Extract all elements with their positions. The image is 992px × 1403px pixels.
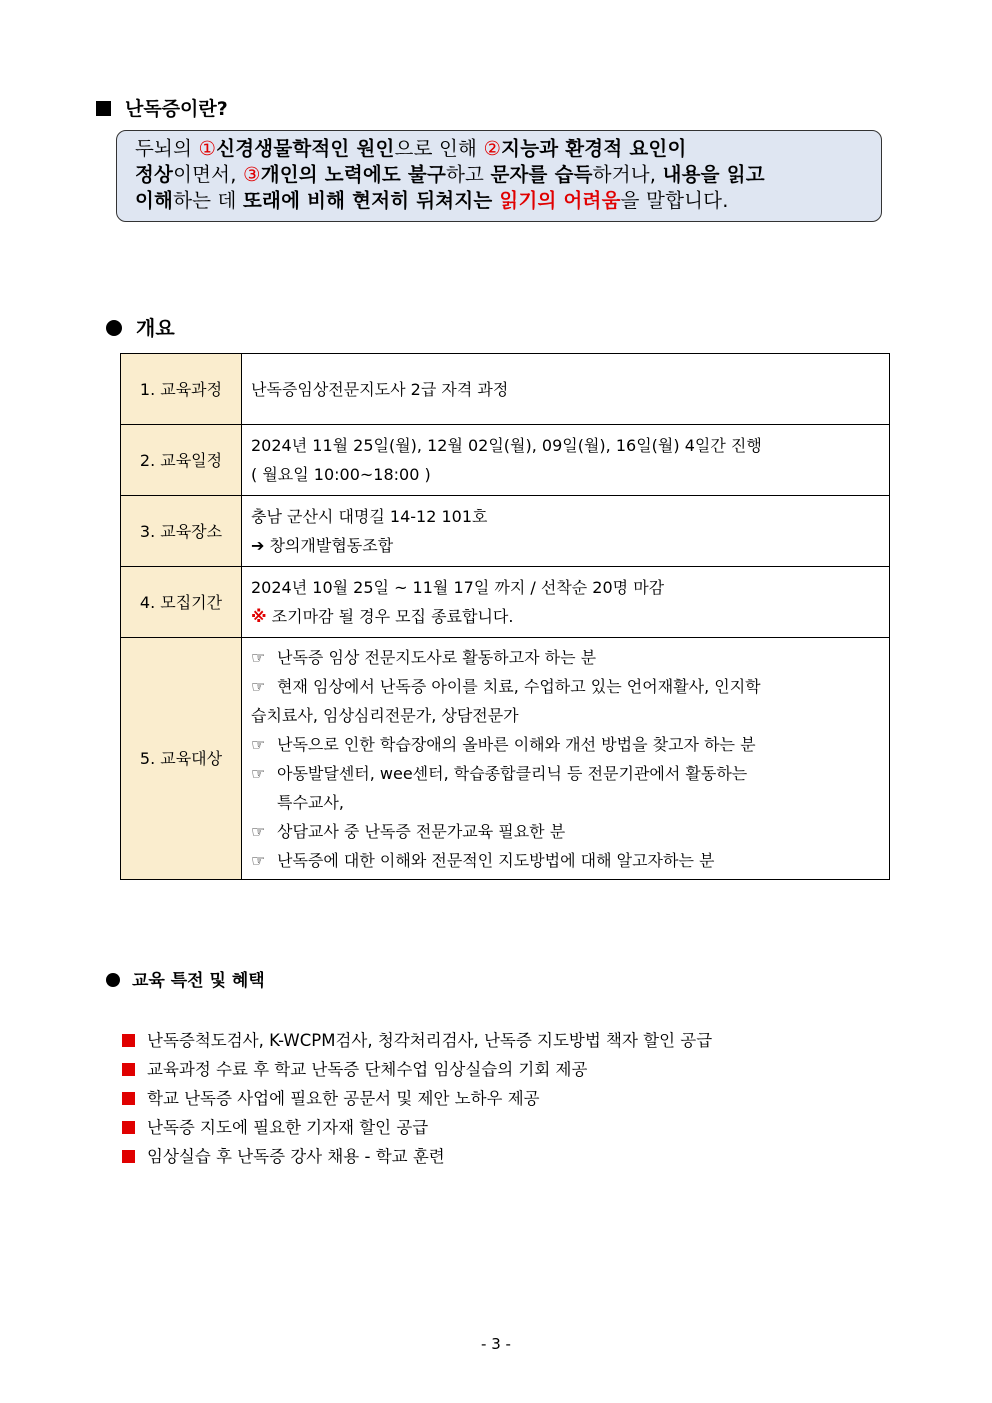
square-bullet-icon <box>96 101 111 116</box>
red-square-bullet-icon <box>122 1034 135 1047</box>
definition-text-run: 또래에 비해 현저히 뒤쳐지는 <box>243 189 500 212</box>
section-heading-dyslexia <box>96 94 228 121</box>
row-label: 3. 교육장소 <box>121 496 242 567</box>
benefits-title: 교육 특전 및 혜택 <box>132 971 265 991</box>
definition-line-3 <box>135 188 863 214</box>
schedule-dates: 2024년 11월 25일(월), 12월 02일(월), 09일(월), 16일(월) 4일간 진행 <box>251 436 762 455</box>
circle-bullet-icon <box>106 973 120 987</box>
definition-text-run: 읽기의 어려움 <box>499 189 621 212</box>
pointing-hand-icon: ☞ <box>251 734 266 754</box>
table-row <box>121 638 890 880</box>
benefits-list <box>122 1026 712 1171</box>
definition-text-run: 을 말합니다. <box>620 189 729 212</box>
definition-line-2 <box>135 162 863 188</box>
pointing-hand-icon: ☞ <box>251 850 266 870</box>
target-item: ☞ 난독증에 대한 이해와 전문적인 지도방법에 대해 알고자하는 분 <box>251 846 883 875</box>
table-row <box>121 354 890 425</box>
definition-text-run: 두뇌의 <box>135 137 199 160</box>
definition-text-run: 으로 인해 <box>394 137 484 160</box>
row-value <box>242 496 890 567</box>
definition-text-run: 내용을 읽고 <box>662 163 765 186</box>
pointing-hand-icon: ☞ <box>251 763 266 783</box>
row-label: 5. 교육대상 <box>121 638 242 880</box>
red-square-bullet-icon <box>122 1121 135 1134</box>
row-value <box>242 567 890 638</box>
target-item: ☞ 난독증 임상 전문지도사로 활동하고자 하는 분 <box>251 643 883 672</box>
benefits-heading <box>106 966 265 991</box>
table-row <box>121 567 890 638</box>
pointing-hand-icon: ☞ <box>251 647 266 667</box>
circle-bullet-icon <box>106 320 122 336</box>
course-name: 난독증임상전문지도사 2급 자격 과정 <box>251 379 509 399</box>
reference-mark-icon: ※ <box>251 607 267 626</box>
definition-text-run: 하거나, <box>592 163 663 186</box>
table-row <box>121 496 890 567</box>
definition-text-run: 이면서, <box>173 163 243 186</box>
pointing-hand-icon: ☞ <box>251 821 266 841</box>
list-item: 난독증 지도에 필요한 기자재 할인 공급 <box>122 1113 712 1142</box>
definition-text-run: 하는 데 <box>173 189 243 212</box>
definition-text-run: ③ <box>243 163 261 186</box>
list-item: 임상실습 후 난독증 강사 채용 - 학교 훈련 <box>122 1142 712 1171</box>
definition-text-run: ② <box>483 137 502 160</box>
recruit-note: ※ 조기마감 될 경우 모집 종료합니다. <box>251 607 514 626</box>
red-square-bullet-icon <box>122 1092 135 1105</box>
definition-box <box>116 130 882 222</box>
list-item: 난독증척도검사, K-WCPM검사, 청각처리검사, 난독증 지도방법 책자 할인 공급 <box>122 1026 712 1055</box>
list-item: 교육과정 수료 후 학교 난독증 단체수업 임상실습의 기회 제공 <box>122 1055 712 1084</box>
schedule-time: ( 월요일 10:00~18:00 ) <box>251 465 431 484</box>
target-item: ☞ 난독으로 인한 학습장애의 올바른 이해와 개선 방법을 찾고자 하는 분 <box>251 730 883 759</box>
definition-text-run: 하고 <box>446 163 491 186</box>
table-row <box>121 425 890 496</box>
arrow-right-icon: ➔ <box>251 536 265 555</box>
red-square-bullet-icon <box>122 1063 135 1076</box>
red-square-bullet-icon <box>122 1150 135 1163</box>
target-item: ☞ 현재 임상에서 난독증 아이를 치료, 수업하고 있는 언어재활사, 인지학 <box>251 672 883 701</box>
section-title: 난독증이란? <box>125 98 228 120</box>
target-item: ☞ 상담교사 중 난독증 전문가교육 필요한 분 <box>251 817 883 846</box>
row-value <box>242 638 890 880</box>
target-item-cont: 습치료사, 임상심리전문가, 상담전문가 <box>251 705 519 725</box>
list-item: 학교 난독증 사업에 필요한 공문서 및 제안 노하우 제공 <box>122 1084 712 1113</box>
overview-table <box>120 353 890 880</box>
definition-text-run: 이해 <box>135 189 174 212</box>
row-value <box>242 425 890 496</box>
definition-text-run: 지능과 환경적 요인이 <box>501 137 687 160</box>
pointing-hand-icon: ☞ <box>251 676 266 696</box>
definition-text-run: 개인의 노력에도 불구 <box>260 163 446 186</box>
row-label: 4. 모집기간 <box>121 567 242 638</box>
row-label: 2. 교육일정 <box>121 425 242 496</box>
target-item-cont: 특수교사, <box>277 792 344 812</box>
definition-text-run: 정상 <box>135 163 174 186</box>
page-number: - 3 - <box>481 1335 511 1353</box>
definition-text-run: 신경생물학적인 원인 <box>216 137 395 160</box>
location-org: ➔ 창의개발협동조합 <box>251 536 394 555</box>
location-address: 충남 군산시 대명길 14-12 101호 <box>251 507 488 526</box>
overview-heading <box>106 312 175 341</box>
recruit-period: 2024년 10월 25일 ~ 11월 17일 까지 / 선착순 20명 마감 <box>251 578 665 597</box>
definition-text-run: 문자를 습득 <box>490 163 593 186</box>
row-value <box>242 354 890 425</box>
definition-text-run: ① <box>198 137 217 160</box>
target-item: ☞ 아동발달센터, wee센터, 학습종합클리닉 등 전문기관에서 활동하는 <box>251 759 883 788</box>
row-label: 1. 교육과정 <box>121 354 242 425</box>
overview-title: 개요 <box>136 316 175 340</box>
definition-line-1 <box>135 136 863 162</box>
